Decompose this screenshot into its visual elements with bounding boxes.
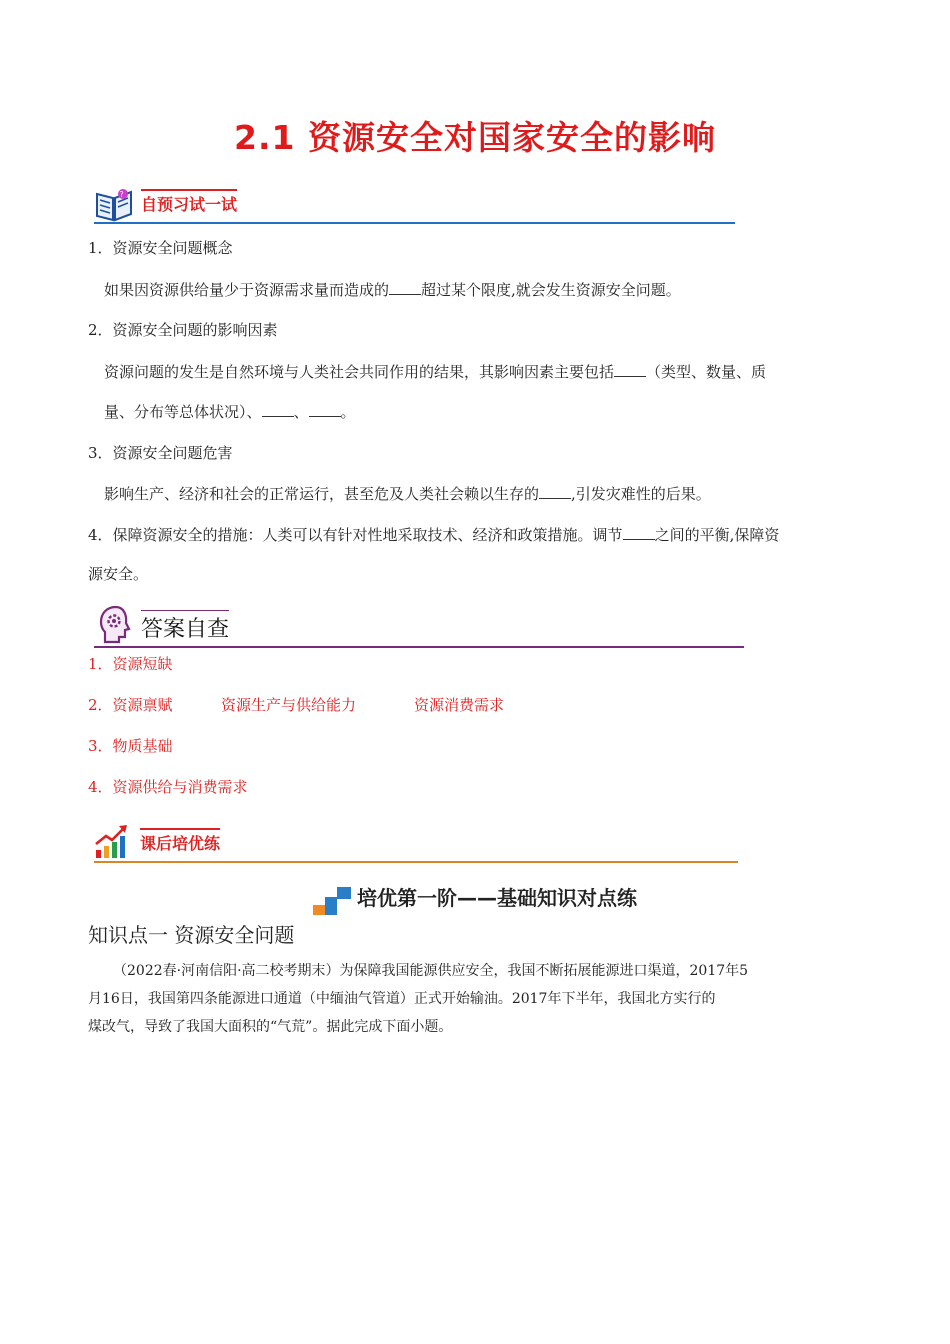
q2-sep: 、 — [293, 403, 309, 421]
knowledge-point-title: 知识点一 资源安全问题 — [88, 923, 295, 947]
q1-text-b: 超过某个限度,就会发生资源安全问题。 — [421, 281, 681, 299]
q2-text-a: 资源问题的发生是自然环境与人类社会共同作用的结果，其影响因素主要包括 — [104, 363, 615, 381]
q3-text-a: 影响生产、经济和社会的正常运行，甚至危及人类社会赖以生存的 — [104, 485, 540, 503]
stage-title-text: 培优第一阶——基础知识对点练 — [357, 886, 637, 910]
q1-title: 1．资源安全问题概念 — [88, 239, 233, 257]
q2-title: 2．资源安全问题的影响因素 — [88, 321, 278, 339]
q3-text — [104, 484, 711, 504]
q4-text-a: 4．保障资源安全的措施：人类可以有针对性地采取技术、经济和政策措施。调节 — [88, 526, 623, 544]
q2-text-line2 — [104, 402, 356, 422]
q1-text-a: 如果因资源供给量少于资源需求量而造成的 — [104, 281, 390, 299]
question-paragraph-line3: 煤改气，导致了我国大面积的“气荒”。据此完成下面小题。 — [88, 1019, 453, 1035]
practice-section-header — [94, 822, 744, 862]
stairs-icon — [313, 885, 353, 915]
q2-text-c: 量、分布等总体状况）、 — [104, 403, 262, 421]
answer-3: 3．物质基础 — [88, 737, 173, 755]
question-paragraph-line2: 月16日，我国第四条能源进口通道（中缅油气管道）正式开始输油。2017年下半年，我国北方实行的 — [88, 991, 716, 1007]
q2-blank-3[interactable] — [309, 402, 341, 417]
rising-chart-icon — [94, 822, 130, 860]
q1-text — [104, 280, 681, 300]
preview-heading: 自预习试一试 — [141, 189, 237, 215]
preview-divider — [94, 222, 735, 224]
q1-blank[interactable] — [389, 280, 421, 295]
practice-divider — [94, 861, 738, 863]
answer-2-3: 资源消费需求 — [414, 696, 505, 714]
q2-blank-1[interactable] — [614, 362, 646, 377]
answer-1: 1．资源短缺 — [88, 655, 173, 673]
preview-section-header — [94, 184, 744, 224]
page-title: 2.1 资源安全对国家安全的影响 — [234, 118, 716, 157]
q3-title: 3．资源安全问题危害 — [88, 444, 233, 462]
answer-2-2: 资源生产与供给能力 — [221, 696, 357, 714]
book-icon — [94, 186, 134, 222]
answers-section-header — [94, 603, 754, 643]
answers-heading: 答案自查 — [141, 610, 229, 643]
q4-blank[interactable] — [623, 525, 655, 540]
q3-text-b: ,引发灾难性的后果。 — [571, 485, 711, 503]
stage-title — [0, 882, 950, 915]
practice-heading: 课后培优练 — [140, 828, 220, 854]
q2-text-b: （类型、数量、质 — [646, 363, 767, 381]
answer-2-1: 2．资源禀赋 — [88, 696, 173, 714]
q4-text-b: 之间的平衡,保障资 — [654, 526, 780, 544]
svg-text:?: ? — [119, 190, 124, 199]
q2-text-line1 — [104, 362, 766, 382]
head-gear-icon — [98, 605, 134, 645]
answer-4: 4．资源供给与消费需求 — [88, 778, 248, 796]
q2-end: 。 — [340, 403, 356, 421]
q3-blank[interactable] — [539, 484, 571, 499]
question-paragraph-line1: （2022春·河南信阳·高二校考期末）为保障我国能源供应安全，我国不断拓展能源进口渠道，2017年5 — [113, 963, 749, 979]
q4-text-line1 — [88, 525, 779, 545]
q4-text-line2: 源安全。 — [88, 565, 149, 583]
q2-blank-2[interactable] — [262, 402, 294, 417]
answers-divider — [94, 646, 744, 648]
